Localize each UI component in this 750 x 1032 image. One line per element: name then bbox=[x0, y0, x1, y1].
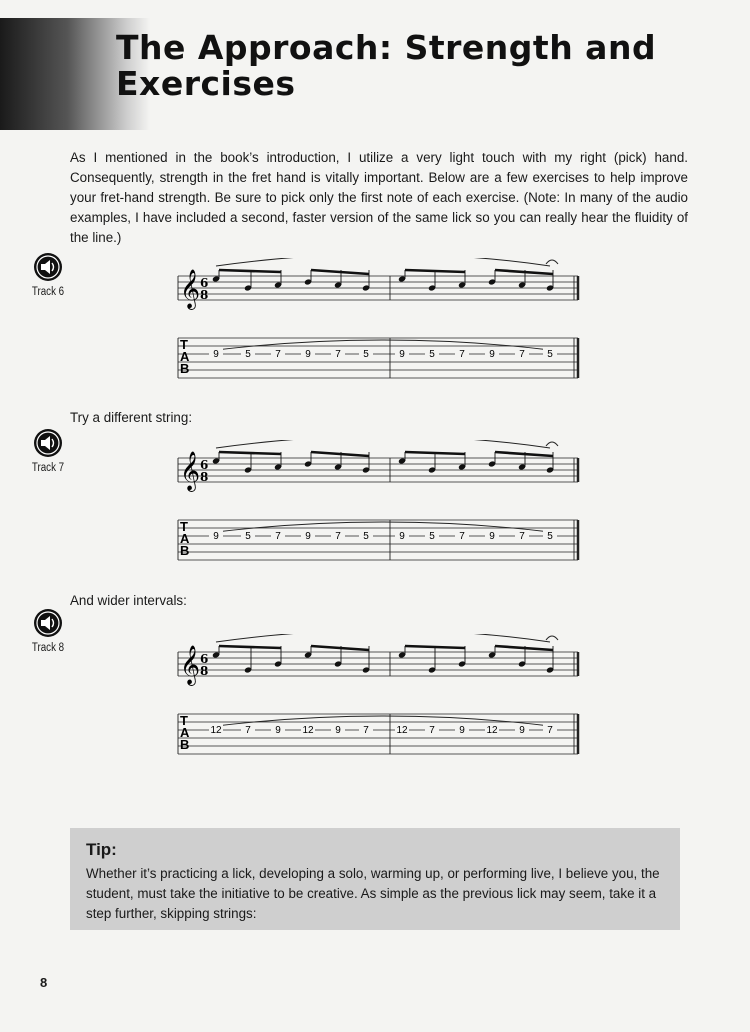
fret-number: 7 bbox=[335, 349, 341, 360]
exercise-2-caption: Try a different string: bbox=[70, 410, 193, 425]
track-6-marker[interactable] bbox=[28, 252, 68, 298]
time-signature-bottom: 8 bbox=[200, 288, 209, 302]
exercise-2-notation bbox=[170, 440, 590, 576]
fret-number: 5 bbox=[245, 349, 251, 360]
beam bbox=[311, 270, 369, 274]
fret-number: 12 bbox=[486, 725, 498, 736]
fret-number: 12 bbox=[302, 725, 314, 736]
fret-number: 12 bbox=[210, 725, 222, 736]
beam bbox=[219, 270, 281, 272]
fret-number: 5 bbox=[429, 349, 435, 360]
beam bbox=[311, 452, 369, 456]
tab-clef-letter: A bbox=[180, 349, 190, 364]
fret-number: 7 bbox=[429, 725, 435, 736]
beam bbox=[495, 646, 553, 650]
fret-number: 5 bbox=[547, 349, 553, 360]
fret-number: 7 bbox=[459, 531, 465, 542]
beam bbox=[495, 270, 553, 274]
tip-text: Whether it’s practicing a lick, developing a solo, warming up, or performing live, I believe you, the student, must take the initiative to be creative. As simple as the previous lick may seem, take it a step further, skipping strings: bbox=[86, 866, 660, 921]
fret-number: 9 bbox=[489, 349, 495, 360]
fret-number: 7 bbox=[519, 349, 525, 360]
fret-number: 7 bbox=[335, 531, 341, 542]
speaker-icon bbox=[33, 252, 63, 282]
fret-number: 7 bbox=[245, 725, 251, 736]
time-signature-bottom: 8 bbox=[200, 664, 209, 678]
beam bbox=[405, 452, 465, 454]
tab-slur bbox=[216, 340, 550, 350]
fret-number: 9 bbox=[213, 349, 219, 360]
track-8-marker[interactable] bbox=[28, 608, 68, 654]
fret-number: 5 bbox=[245, 531, 251, 542]
fret-number: 5 bbox=[547, 531, 553, 542]
time-signature-bottom: 8 bbox=[200, 470, 209, 484]
fret-number: 5 bbox=[429, 531, 435, 542]
exercise-3-caption: And wider intervals: bbox=[70, 593, 187, 608]
tab-clef-letter: A bbox=[180, 725, 190, 740]
tab-slur bbox=[216, 522, 550, 532]
speaker-icon bbox=[33, 428, 63, 458]
beam bbox=[405, 270, 465, 272]
fret-number: 12 bbox=[396, 725, 408, 736]
intro-paragraph: As I mentioned in the book’s introduction, I utilize a very light touch with my right (pick) hand. Consequently, strength in the fret hand is vitally important. Below are a few exercises to help improve your fret-hand strength. Be sure to pick only the first note of each exercise. (Note: In many of the audio examples, I have included a second, faster version of the same lick so you can really hear the fluidity of the line.) bbox=[70, 150, 688, 245]
exercise-1-notation bbox=[170, 258, 590, 394]
beam bbox=[311, 646, 369, 650]
tab-clef-letter: T bbox=[180, 337, 188, 352]
page-number: 8 bbox=[40, 975, 48, 990]
speaker-icon bbox=[33, 608, 63, 638]
track-label: Track 7 bbox=[31, 462, 65, 474]
tip-title: Tip: bbox=[86, 840, 117, 859]
fret-number: 7 bbox=[275, 349, 281, 360]
time-signature-top: 6 bbox=[200, 458, 209, 472]
slur bbox=[216, 258, 550, 266]
fret-number: 9 bbox=[213, 531, 219, 542]
tip-box bbox=[70, 828, 680, 930]
fret-number: 5 bbox=[363, 531, 369, 542]
fret-number: 9 bbox=[335, 725, 341, 736]
fret-number: 9 bbox=[305, 531, 311, 542]
track-label: Track 8 bbox=[31, 642, 65, 654]
fret-number: 9 bbox=[275, 725, 281, 736]
treble-clef-icon: 𝄞 bbox=[180, 645, 201, 685]
treble-clef-icon: 𝄞 bbox=[180, 451, 201, 491]
slur bbox=[216, 634, 550, 642]
time-signature-top: 6 bbox=[200, 652, 209, 666]
fret-number: 7 bbox=[547, 725, 553, 736]
slur bbox=[216, 440, 550, 448]
fret-number: 9 bbox=[399, 349, 405, 360]
tab-clef-letter: B bbox=[180, 543, 190, 558]
fret-number: 5 bbox=[363, 349, 369, 360]
track-label: Track 6 bbox=[31, 286, 65, 298]
track-7-marker[interactable] bbox=[28, 428, 68, 474]
fret-number: 7 bbox=[459, 349, 465, 360]
fret-number: 7 bbox=[275, 531, 281, 542]
fret-number: 9 bbox=[305, 349, 311, 360]
tab-clef-letter: T bbox=[180, 713, 188, 728]
time-signature-top: 6 bbox=[200, 276, 209, 290]
tab-clef-letter: B bbox=[180, 737, 190, 752]
tab-clef-letter: A bbox=[180, 531, 190, 546]
beam bbox=[219, 452, 281, 454]
fret-number: 9 bbox=[489, 531, 495, 542]
fermata-icon bbox=[546, 260, 558, 264]
beam bbox=[405, 646, 465, 648]
fret-number: 7 bbox=[363, 725, 369, 736]
treble-clef-icon: 𝄞 bbox=[180, 269, 201, 309]
tab-slur bbox=[216, 716, 550, 726]
beam bbox=[219, 646, 281, 648]
fermata-icon bbox=[546, 442, 558, 446]
fret-number: 9 bbox=[519, 725, 525, 736]
exercise-3-notation bbox=[170, 634, 590, 770]
fret-number: 9 bbox=[399, 531, 405, 542]
beam bbox=[495, 452, 553, 456]
page-title: The Approach: Strength and Exercises bbox=[116, 28, 657, 103]
fret-number: 7 bbox=[519, 531, 525, 542]
tab-clef-letter: B bbox=[180, 361, 190, 376]
fermata-icon bbox=[546, 636, 558, 640]
tab-clef-letter: T bbox=[180, 519, 188, 534]
fret-number: 9 bbox=[459, 725, 465, 736]
